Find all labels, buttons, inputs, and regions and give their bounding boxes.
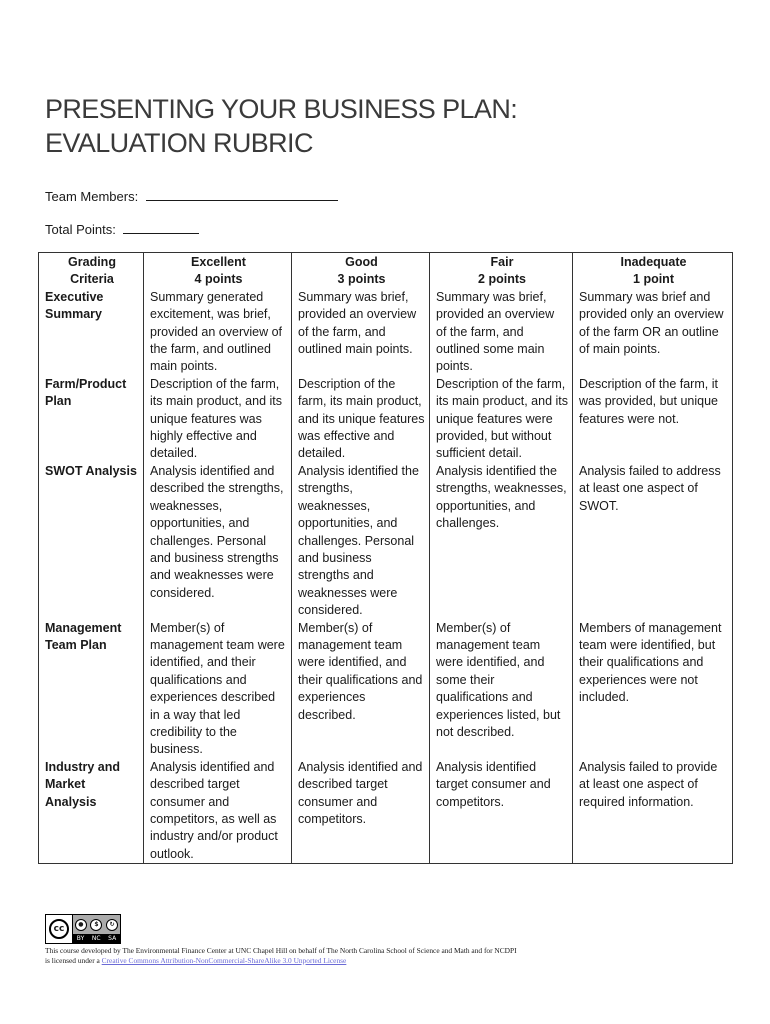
team-members-field <box>45 188 338 204</box>
rubric-header-row <box>39 253 733 289</box>
total-points-blank[interactable] <box>123 221 199 234</box>
footer <box>45 914 735 966</box>
criteria-cell: Industry and Market Analysis <box>39 759 144 864</box>
criteria-cell: Farm/Product Plan <box>39 376 144 463</box>
fair-cell: Summary was brief, provided an overview of the farm, and outlined some main points. <box>430 289 573 376</box>
rubric-table <box>38 252 733 864</box>
cc-license-badge[interactable] <box>45 914 121 944</box>
attribution-icon: ● <box>75 919 87 931</box>
fair-cell: Description of the farm, its main product, and its unique features were provided, but without sufficient detail. <box>430 376 573 463</box>
badge-label-nc: NC <box>91 935 101 942</box>
good-cell: Summary was brief, provided an overview of the farm, and outlined main points. <box>292 289 430 376</box>
table-row <box>39 759 733 864</box>
good-cell: Analysis identified and described target consumer and competitors. <box>292 759 430 864</box>
excellent-cell: Summary generated excitement, was brief, provided an overview of the farm, and outlined main points. <box>144 289 292 376</box>
footer-attribution <box>45 946 735 966</box>
table-row <box>39 289 733 376</box>
total-points-field <box>45 221 199 237</box>
criteria-cell: Management Team Plan <box>39 620 144 759</box>
inadequate-cell: Description of the farm, it was provided, but unique features were not. <box>573 376 733 463</box>
header-grading-criteria: Grading Criteria <box>39 253 144 289</box>
header-inadequate: Inadequate 1 point <box>573 253 733 289</box>
criteria-cell: SWOT Analysis <box>39 463 144 620</box>
sharealike-icon: ↻ <box>106 919 118 931</box>
title-line-1: PRESENTING YOUR BUSINESS PLAN: <box>45 94 518 124</box>
inadequate-cell: Members of management team were identified, but their qualifications and experiences were not included. <box>573 620 733 759</box>
inadequate-cell: Summary was brief and provided only an overview of the farm OR an outline of main points. <box>573 289 733 376</box>
good-cell: Analysis identified the strengths, weaknesses, opportunities, and challenges. Personal and business strengths and weaknesses were considered. <box>292 463 430 620</box>
page-title <box>45 92 725 160</box>
header-excellent: Excellent 4 points <box>144 253 292 289</box>
team-members-blank[interactable] <box>146 188 338 201</box>
inadequate-cell: Analysis failed to address at least one aspect of SWOT. <box>573 463 733 620</box>
team-members-label: Team Members: <box>45 189 139 204</box>
fair-cell: Analysis identified the strengths, weaknesses, opportunities, and challenges. <box>430 463 573 620</box>
criteria-cell: Executive Summary <box>39 289 144 376</box>
noncommercial-icon: $ <box>90 919 102 931</box>
footer-line-2: is licensed under a Creative Commons Attribution-NonCommercial-ShareAlike 3.0 Unported License <box>45 956 347 965</box>
good-cell: Member(s) of management team were identified, and their qualifications and experiences described. <box>292 620 430 759</box>
excellent-cell: Member(s) of management team were identified, and their qualifications and experiences described in a way that led credibility to the business. <box>144 620 292 759</box>
fair-cell: Analysis identified target consumer and competitors. <box>430 759 573 864</box>
fair-cell: Member(s) of management team were identified, and some their qualifications and experiences listed, but not described. <box>430 620 573 759</box>
table-row <box>39 463 733 620</box>
badge-label-by: BY <box>76 935 85 942</box>
footer-line-1: This course developed by The Environmental Finance Center at UNC Chapel Hill on behalf of The North Carolina School of Science and Math and for NCDPI <box>45 946 517 955</box>
excellent-cell: Analysis identified and described target consumer and competitors, as well as industry and/or product outlook. <box>144 759 292 864</box>
license-link[interactable]: Creative Commons Attribution-NonCommercial-ShareAlike 3.0 Unported License <box>101 956 347 965</box>
badge-label-sa: SA <box>108 935 117 942</box>
cc-logo <box>46 915 73 943</box>
table-row <box>39 376 733 463</box>
header-good: Good 3 points <box>292 253 430 289</box>
creative-commons-icon: cc <box>49 919 69 939</box>
total-points-label: Total Points: <box>45 222 116 237</box>
table-row <box>39 620 733 759</box>
excellent-cell: Analysis identified and described the strengths, weaknesses, opportunities, and challenges. Personal and business strengths and weaknesses were considered. <box>144 463 292 620</box>
header-fair: Fair 2 points <box>430 253 573 289</box>
inadequate-cell: Analysis failed to provide at least one aspect of required information. <box>573 759 733 864</box>
good-cell: Description of the farm, its main product, and its unique features was effective and detailed. <box>292 376 430 463</box>
excellent-cell: Description of the farm, its main product, and its unique features was highly effective and detailed. <box>144 376 292 463</box>
title-line-2: EVALUATION RUBRIC <box>45 128 313 158</box>
